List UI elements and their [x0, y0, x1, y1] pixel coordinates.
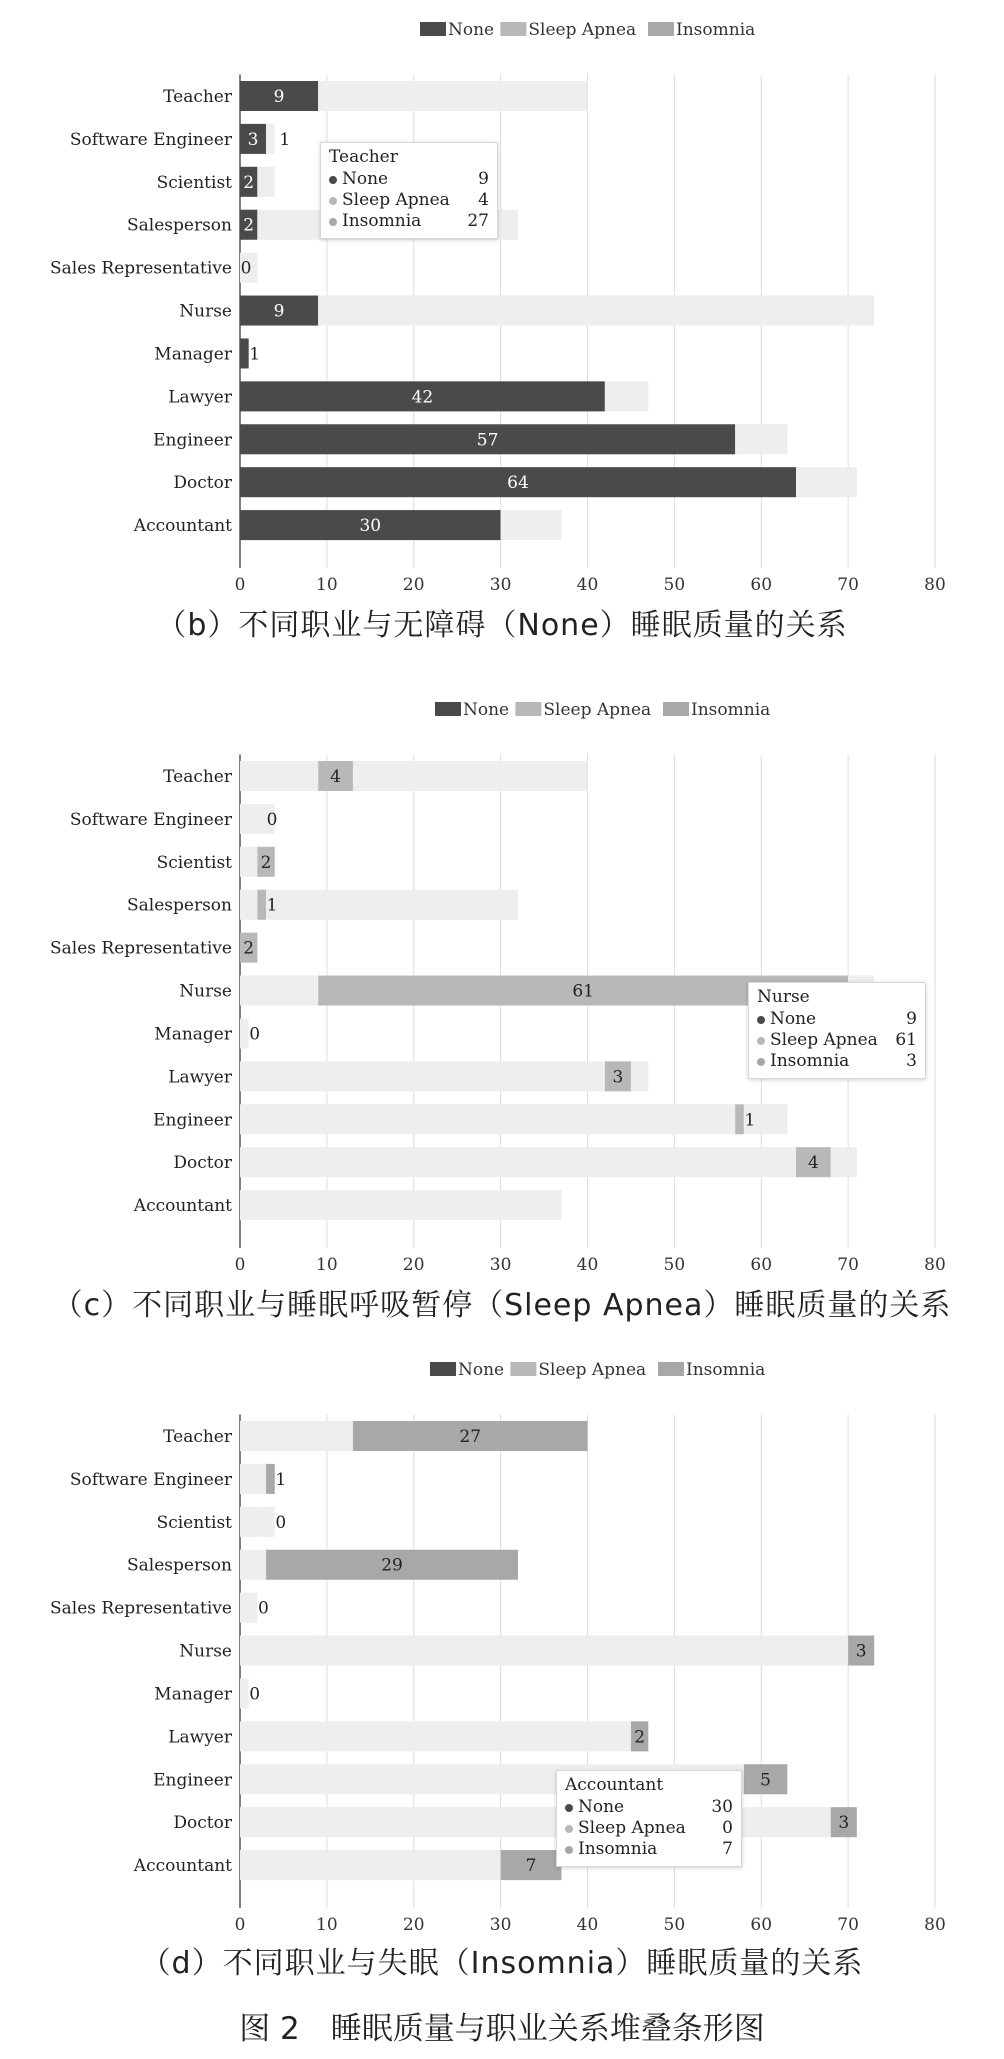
legend-label-none[interactable]: None: [463, 700, 510, 720]
bar-lawyer-none[interactable]: [240, 1061, 605, 1091]
x-tick-label: 40: [576, 1255, 599, 1275]
bar-salesperson-insomnia[interactable]: [266, 890, 518, 920]
tooltip-row-none: [565, 1797, 733, 1818]
legend-swatch-sleep-apnea[interactable]: [500, 22, 526, 36]
data-label: 9: [273, 87, 285, 107]
tooltip-row-sleep-apnea: [329, 190, 489, 211]
bar-engineer-none[interactable]: [240, 1104, 735, 1134]
bar-nurse-none[interactable]: [240, 1636, 318, 1666]
x-tick-label: 50: [663, 1915, 686, 1935]
data-label: 3: [612, 1067, 624, 1088]
tooltip-dot-none: [565, 1804, 573, 1812]
bar-doctor-insomnia[interactable]: [831, 467, 857, 497]
category-label: Salesperson: [127, 895, 232, 916]
legend-swatch-none[interactable]: [420, 22, 446, 36]
bar-sales-representative-sleep-apnea[interactable]: [240, 1593, 257, 1623]
category-label: Nurse: [179, 301, 232, 322]
data-label: 57: [476, 430, 499, 451]
data-label: 0: [249, 1024, 261, 1045]
bar-accountant-none[interactable]: [240, 1190, 501, 1220]
bar-salesperson-none[interactable]: [240, 1550, 257, 1580]
data-label: 2: [634, 1727, 646, 1748]
bar-software-engineer-none[interactable]: [240, 1464, 266, 1494]
tooltip-title: Teacher: [329, 147, 398, 167]
tooltip-dot-insomnia: [329, 218, 337, 226]
bar-teacher-none[interactable]: [240, 761, 318, 791]
bar-scientist-sleep-apnea[interactable]: [257, 1507, 274, 1537]
tooltip-row-sleep-apnea: [757, 1030, 917, 1051]
category-label: Scientist: [156, 1512, 232, 1533]
category-label: Teacher: [163, 87, 232, 107]
bar-nurse-none[interactable]: [240, 976, 318, 1006]
tooltip-dot-sleep-apnea: [565, 1825, 573, 1833]
category-label: Software Engineer: [69, 1469, 232, 1490]
data-label: 0: [257, 1598, 269, 1619]
category-label: Scientist: [156, 172, 232, 193]
category-label: Teacher: [163, 1427, 232, 1447]
caption-c: （c）不同职业与睡眠呼吸暂停（Sleep Apnea）睡眠质量的关系: [52, 1288, 952, 1323]
tooltip-series-name: None: [578, 1797, 625, 1817]
bar-scientist-sleep-apnea[interactable]: [257, 167, 274, 197]
bar-salesperson-sleep-apnea[interactable]: [257, 210, 266, 240]
data-label: 3: [247, 129, 259, 150]
category-label: Software Engineer: [69, 809, 232, 830]
bar-software-engineer-insomnia[interactable]: [266, 124, 275, 154]
tooltip-c: [748, 982, 926, 1079]
category-label: Sales Representative: [50, 1598, 232, 1619]
legend-label-none[interactable]: None: [458, 1360, 505, 1380]
x-tick-label: 80: [924, 1915, 946, 1935]
bar-teacher-none[interactable]: [240, 1421, 318, 1451]
category-label: Accountant: [133, 516, 232, 537]
data-label: 1: [275, 1469, 287, 1490]
legend-label-insomnia[interactable]: Insomnia: [676, 20, 756, 40]
tooltip-row-none: [757, 1009, 917, 1030]
bar-salesperson-sleep-apnea[interactable]: [257, 1550, 266, 1580]
bar-nurse-insomnia[interactable]: [848, 296, 874, 326]
legend-label-none[interactable]: None: [448, 20, 495, 40]
tooltip-value: 9: [906, 1009, 917, 1029]
category-label: Manager: [154, 344, 232, 365]
data-label: 61: [572, 981, 594, 1002]
data-label: 3: [855, 1641, 867, 1662]
tooltip-title: Nurse: [757, 987, 810, 1007]
legend-label-sleep-apnea[interactable]: Sleep Apnea: [538, 1360, 647, 1380]
data-label: 4: [807, 1153, 819, 1174]
data-label: 9: [273, 301, 285, 322]
bar-software-engineer-insomnia[interactable]: [266, 1464, 275, 1494]
category-label: Engineer: [153, 1110, 232, 1131]
category-label: Doctor: [173, 473, 232, 494]
caption-b: （b）不同职业与无障碍（None）睡眠质量的关系: [156, 608, 848, 643]
bar-manager-none[interactable]: [240, 1678, 249, 1708]
bar-nurse-sleep-apnea[interactable]: [318, 1636, 848, 1666]
x-tick-label: 70: [837, 1915, 859, 1935]
x-tick-label: 10: [316, 575, 338, 595]
data-label: 0: [249, 1684, 261, 1705]
chart-panel-b: [0, 0, 1004, 643]
data-label: 4: [330, 767, 341, 787]
tooltip-series-name: Insomnia: [770, 1051, 850, 1071]
data-label: 2: [260, 852, 272, 873]
x-tick-label: 20: [402, 1255, 425, 1275]
tooltip-row-sleep-apnea: [565, 1818, 733, 1839]
bar-scientist-none[interactable]: [240, 1507, 257, 1537]
chart-panel-c: [0, 680, 1004, 1323]
bar-teacher-insomnia[interactable]: [353, 81, 588, 111]
x-tick-label: 60: [750, 1915, 773, 1935]
bar-engineer-sleep-apnea[interactable]: [735, 1104, 744, 1134]
data-label: 29: [381, 1555, 403, 1576]
data-label: 0: [275, 1512, 287, 1533]
extra-data-label: 1: [279, 129, 291, 150]
chart-c-svg: [0, 680, 1004, 1280]
tooltip-series-name: None: [342, 169, 389, 189]
x-tick-label: 80: [924, 575, 946, 595]
legend-swatch-sleep-apnea[interactable]: [515, 702, 541, 716]
figure-title: 图 2 睡眠质量与职业关系堆叠条形图: [239, 2011, 765, 2047]
bar-salesperson-sleep-apnea[interactable]: [257, 890, 266, 920]
x-tick-label: 10: [316, 1255, 338, 1275]
data-label: 2: [243, 215, 255, 236]
legend-label-insomnia[interactable]: Insomnia: [686, 1360, 766, 1380]
legend-label-sleep-apnea[interactable]: Sleep Apnea: [543, 700, 652, 720]
category-label: Lawyer: [168, 387, 232, 408]
data-label: 1: [744, 1110, 756, 1131]
data-label: 1: [249, 344, 261, 365]
legend-swatch-sleep-apnea[interactable]: [510, 1362, 536, 1376]
category-label: Lawyer: [168, 1727, 232, 1748]
tooltip-value: 27: [467, 211, 489, 231]
tooltip-value: 9: [478, 169, 489, 189]
bar-lawyer-none[interactable]: [240, 1721, 605, 1751]
legend-label-sleep-apnea[interactable]: Sleep Apnea: [528, 20, 637, 40]
bar-teacher-sleep-apnea[interactable]: [318, 81, 353, 111]
bar-lawyer-insomnia[interactable]: [631, 1061, 648, 1091]
x-tick-label: 80: [924, 1255, 946, 1275]
category-label: Manager: [154, 1024, 232, 1045]
chart-d-svg: [0, 1340, 1004, 1940]
x-tick-label: 30: [489, 575, 512, 595]
bar-lawyer-sleep-apnea[interactable]: [605, 381, 631, 411]
bar-doctor-insomnia[interactable]: [831, 1147, 857, 1177]
tooltip-series-name: Insomnia: [342, 211, 422, 231]
data-label: 2: [243, 938, 255, 959]
tooltip-row-insomnia: [329, 211, 489, 232]
tooltip-row-insomnia: [565, 1839, 733, 1860]
x-tick-label: 50: [663, 1255, 686, 1275]
bar-nurse-sleep-apnea[interactable]: [318, 296, 848, 326]
x-tick-label: 60: [750, 1255, 773, 1275]
bar-manager-none[interactable]: [240, 338, 249, 368]
tooltip-series-name: None: [770, 1009, 817, 1029]
bar-engineer-insomnia[interactable]: [744, 424, 787, 454]
category-label: Lawyer: [168, 1067, 232, 1088]
category-label: Sales Representative: [50, 938, 232, 959]
tooltip-value: 0: [722, 1818, 733, 1838]
category-label: Accountant: [133, 1856, 232, 1877]
bar-doctor-sleep-apnea[interactable]: [796, 1807, 831, 1837]
tooltip-dot-sleep-apnea: [329, 197, 337, 205]
legend-swatch-insomnia[interactable]: [658, 1362, 684, 1376]
tooltip-b: [320, 142, 498, 239]
bar-accountant-insomnia[interactable]: [501, 1190, 562, 1220]
bar-doctor-none[interactable]: [240, 1147, 796, 1177]
category-label: Salesperson: [127, 215, 232, 236]
data-label: 2: [243, 172, 255, 193]
tooltip-value: 61: [895, 1030, 917, 1050]
legend-swatch-insomnia[interactable]: [663, 702, 689, 716]
tooltip-series-name: Sleep Apnea: [342, 190, 450, 210]
x-tick-label: 40: [576, 575, 599, 595]
legend-label-insomnia[interactable]: Insomnia: [691, 700, 771, 720]
bar-teacher-insomnia[interactable]: [353, 761, 588, 791]
tooltip-value: 7: [722, 1839, 733, 1859]
bar-manager-none[interactable]: [240, 1018, 249, 1048]
data-label: 3: [838, 1813, 850, 1834]
bar-teacher-sleep-apnea[interactable]: [318, 1421, 353, 1451]
tooltip-value: 4: [478, 190, 489, 210]
bar-doctor-sleep-apnea[interactable]: [796, 467, 831, 497]
tooltip-dot-none: [329, 176, 337, 184]
data-label: 7: [525, 1856, 537, 1877]
category-label: Nurse: [179, 1641, 232, 1662]
x-tick-label: 50: [663, 575, 686, 595]
category-label: Software Engineer: [69, 129, 232, 150]
chart-panel-d: [0, 1340, 1004, 1980]
x-tick-label: 0: [234, 1255, 246, 1275]
x-tick-label: 60: [750, 575, 773, 595]
tooltip-series-name: Sleep Apnea: [578, 1818, 686, 1838]
tooltip-series-name: Sleep Apnea: [770, 1030, 878, 1050]
bar-accountant-insomnia[interactable]: [501, 510, 562, 540]
data-label: 1: [266, 895, 278, 916]
bar-accountant-none[interactable]: [240, 1850, 501, 1880]
tooltip-dot-insomnia: [565, 1846, 573, 1854]
bar-engineer-sleep-apnea[interactable]: [735, 424, 744, 454]
x-tick-label: 20: [402, 575, 425, 595]
category-label: Manager: [154, 1684, 232, 1705]
tooltip-dot-insomnia: [757, 1058, 765, 1066]
bar-salesperson-none[interactable]: [240, 890, 257, 920]
category-label: Engineer: [153, 430, 232, 451]
tooltip-title: Accountant: [565, 1775, 664, 1795]
data-label: 0: [240, 258, 252, 279]
data-label: 0: [266, 809, 278, 830]
data-label: 64: [507, 473, 529, 494]
category-label: Salesperson: [127, 1555, 232, 1576]
bar-scientist-none[interactable]: [240, 847, 257, 877]
legend-swatch-none[interactable]: [435, 702, 461, 716]
tooltip-row-none: [329, 169, 489, 190]
tooltip-value: 30: [711, 1797, 733, 1817]
tooltip-value: 3: [906, 1051, 917, 1071]
category-label: Teacher: [163, 767, 232, 787]
category-label: Sales Representative: [50, 258, 232, 279]
x-tick-label: 30: [489, 1915, 512, 1935]
category-label: Scientist: [156, 852, 232, 873]
x-tick-label: 70: [837, 1255, 859, 1275]
x-tick-label: 0: [234, 575, 246, 595]
tooltip-dot-sleep-apnea: [757, 1037, 765, 1045]
bar-lawyer-sleep-apnea[interactable]: [605, 1721, 631, 1751]
x-tick-label: 30: [489, 1255, 512, 1275]
category-label: Doctor: [173, 1153, 232, 1174]
tooltip-d: [556, 1770, 742, 1867]
x-tick-label: 70: [837, 575, 859, 595]
category-label: Engineer: [153, 1770, 232, 1791]
data-label: 42: [411, 387, 434, 408]
tooltip-row-insomnia: [757, 1051, 917, 1072]
tooltip-dot-none: [757, 1016, 765, 1024]
legend-swatch-none[interactable]: [430, 1362, 456, 1376]
chart-b-svg: [0, 0, 1004, 600]
category-label: Accountant: [133, 1196, 232, 1217]
data-label: 5: [760, 1770, 772, 1791]
x-tick-label: 10: [316, 1915, 338, 1935]
category-label: Doctor: [173, 1813, 232, 1834]
x-tick-label: 40: [576, 1915, 599, 1935]
data-label: 30: [359, 516, 382, 537]
legend-swatch-insomnia[interactable]: [648, 22, 674, 36]
bar-software-engineer-none[interactable]: [240, 804, 266, 834]
bar-lawyer-insomnia[interactable]: [631, 381, 648, 411]
data-label: 27: [459, 1427, 482, 1447]
x-tick-label: 20: [402, 1915, 425, 1935]
tooltip-series-name: Insomnia: [578, 1839, 658, 1859]
category-label: Nurse: [179, 981, 232, 1002]
x-tick-label: 0: [234, 1915, 246, 1935]
caption-d: （d）不同职业与失眠（Insomnia）睡眠质量的关系: [140, 1946, 864, 1981]
